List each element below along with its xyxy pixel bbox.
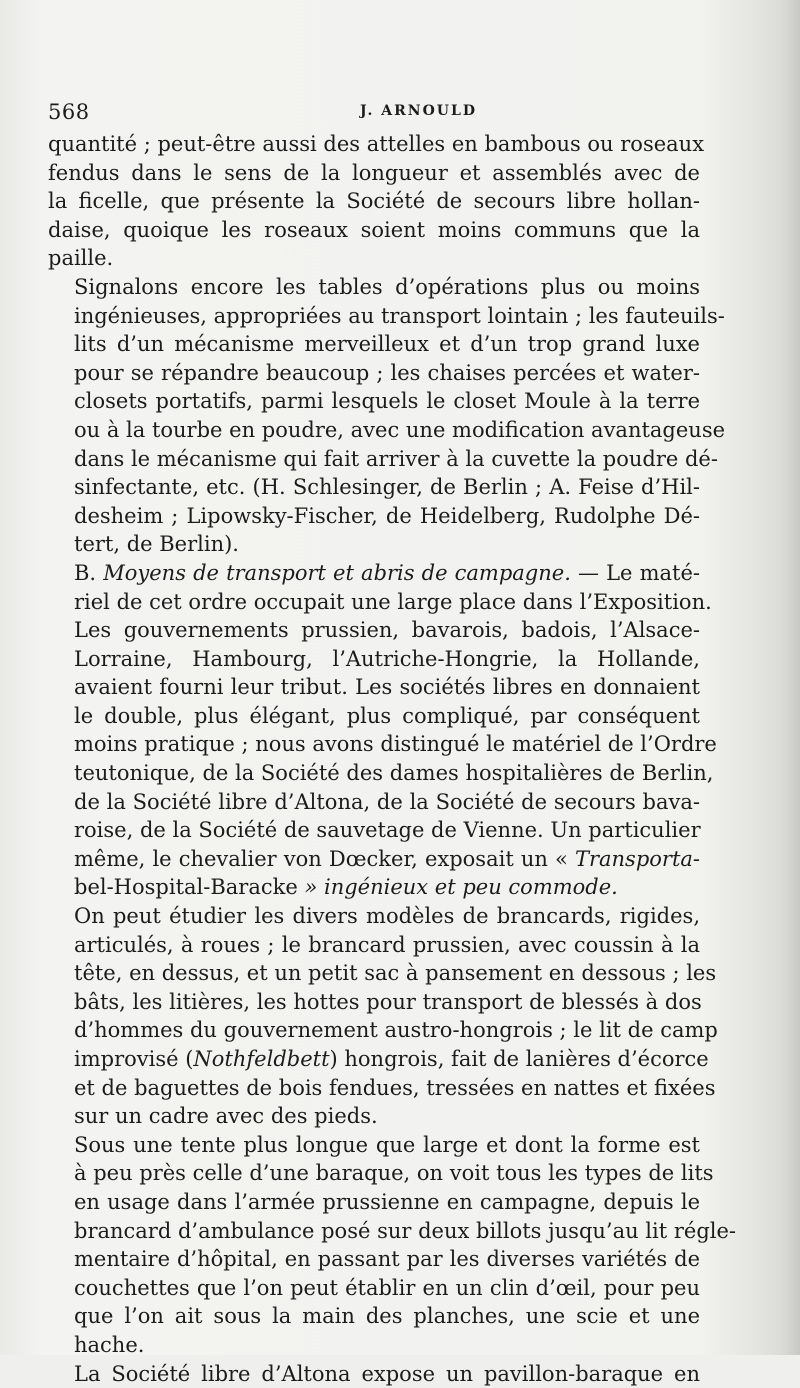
text-line: la ficelle, que présente la Société de secours libre hollan- [48,189,700,214]
text-line: articulés, à roues ; le brancard prussien, avec coussin à la [74,932,700,957]
text-line: Signalons encore les tables d’opérations plus ou moins [74,274,700,299]
text-line: à peu près celle d’une baraque, on voit tous les types de lits [74,1161,714,1186]
text-line: Lorraine, Hambourg, l’Autriche-Hongrie, la Hollande, [74,646,700,671]
text-line: ingénieuses, appropriées au transport lointain ; les fauteuils- [74,303,725,328]
paragraph [48,1360,700,1388]
text-line: lits d’un mécanisme merveilleux et d’un trop grand luxe [74,332,700,357]
text-line: sur un cadre avec des pieds. [74,1104,378,1129]
text-line: paille. [48,246,114,271]
body-text [48,130,737,1388]
text-line: riel de cet ordre occupait une large place dans l’Exposition. [74,589,712,614]
paragraph [48,902,718,1131]
text-line: et de baguettes de bois fendues, tressées en nattes et fixées [74,1075,716,1100]
paragraph [48,559,717,902]
text-line: tert, de Berlin). [74,532,239,557]
running-head [48,100,700,130]
text-line: d’hommes du gouvernement austro-hongrois ; le lit de camp [74,1018,718,1043]
text-line: même, le chevalier von Dœcker, exposait un « Transporta- [74,846,700,871]
text-line: bâts, les litières, les hottes pour transport de blessés à dos [74,989,702,1014]
text-line: brancard d’ambulance posé sur deux billots jusqu’au lit régle- [74,1218,737,1243]
page-number: 568 [48,100,90,124]
text-line: Sous une tente plus longue que large et dont la forme est [74,1132,700,1157]
text-line: teutonique, de la Société des dames hospitalières de Berlin, [74,761,714,786]
text-line: bel-Hospital-Baracke » ingénieux et peu commode. [74,875,618,900]
text-line: B. Moyens de transport et abris de campagne. — Le maté- [74,560,700,585]
text-line: dans le mécanisme qui fait arriver à la cuvette la poudre dé- [74,446,718,471]
running-title: J. ARNOULD [360,103,477,119]
text-line: en usage dans l’armée prussienne en campagne, depuis le [74,1189,700,1214]
text-line: sinfectante, etc. (H. Schlesinger, de Berlin ; A. Feise d’Hil- [74,475,700,500]
text-line: La Société libre d’Altona expose un pavillon-baraque en [74,1361,700,1386]
text-line: Les gouvernements prussien, bavarois, badois, l’Alsace- [74,618,700,643]
text-line: daise, quoique les roseaux soient moins communs que la [48,217,700,242]
paragraph [48,1131,737,1360]
text-line: On peut étudier les divers modèles de brancards, rigides, [74,904,700,929]
text-line: ou à la tourbe en poudre, avec une modification avantageuse [74,417,726,442]
text-line: couchettes que l’on peut établir en un clin d’œil, pour peu [74,1275,700,1300]
text-line: hache. [74,1332,145,1357]
text-line: tête, en dessus, et un petit sac à pansement en dessous ; les [74,961,717,986]
text-line: desheim ; Lipowsky-Fischer, de Heidelberg, Rudolphe Dé- [74,503,700,528]
text-line: le double, plus élégant, plus compliqué, par conséquent [74,703,700,728]
text-line: pour se répandre beaucoup ; les chaises percées et water- [74,360,700,385]
text-line: de la Société libre d’Altona, de la Société de secours bava- [74,789,700,814]
text-line: closets portatifs, parmi lesquels le closet Moule à la terre [74,389,700,414]
paragraph [48,273,726,559]
text-line: improvisé (Nothfeldbett) hongrois, fait de lanières d’écorce [74,1047,709,1071]
text-line: moins pratique ; nous avons distingué le matériel de l’Ordre [74,732,717,757]
page-edge-shadow [782,0,800,1355]
paragraph [48,130,705,273]
text-line: que l’on ait sous la main des planches, une scie et une [74,1304,700,1329]
text-line: fendus dans le sens de la longueur et assemblés avec de [48,160,700,185]
text-line: avaient fourni leur tribut. Les sociétés libres en donnaient [74,675,700,700]
text-line: roise, de la Société de sauvetage de Vienne. Un particulier [74,818,701,843]
text-line: mentaire d’hôpital, en passant par les diverses variétés de [74,1247,700,1272]
text-line: quantité ; peut-être aussi des attelles en bambous ou roseaux [48,132,705,156]
